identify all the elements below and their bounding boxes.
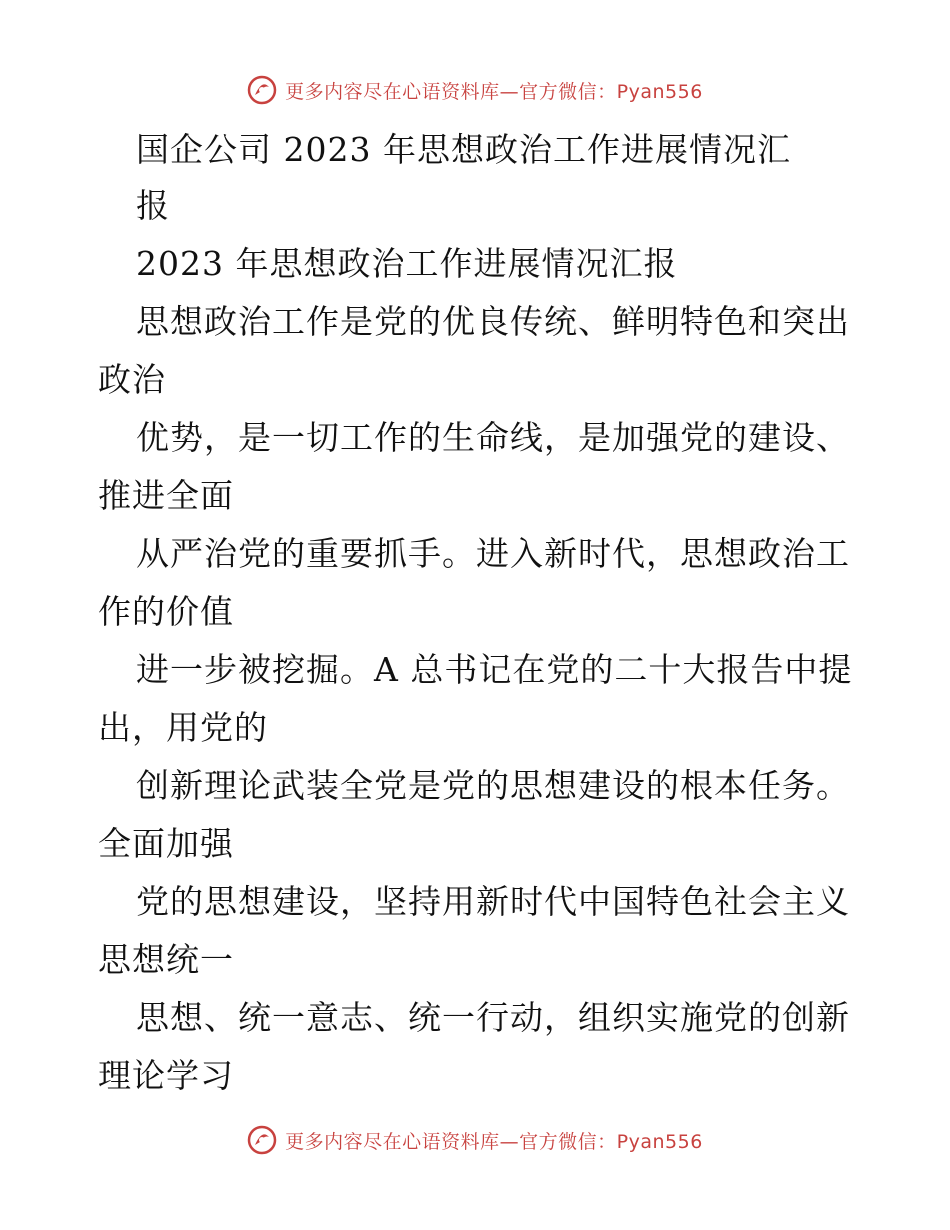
text-line: 推进全面 [98,476,234,515]
text-line: 进一步被挖掘。A 总书记在党的二十大报告中提 [136,650,853,689]
text-line: 政治 [98,360,166,399]
text-line: 党的思想建设，坚持用新时代中国特色社会主义 [136,882,850,921]
text-line: 理论学习 [98,1056,234,1095]
subtitle-line: 2023 年思想政治工作进展情况汇报 [136,244,678,283]
text-line: 作的价值 [98,592,234,631]
document-body [0,120,950,1110]
text-line: 从严治党的重要抓手。进入新时代，思想政治工 [136,534,850,573]
text-line: 出，用党的 [98,708,268,747]
title-line-2: 报 [136,186,170,225]
header-watermark-banner [0,70,950,110]
title-line-1: 国企公司 2023 年思想政治工作进展情况汇 [136,130,791,169]
text-line: 优势，是一切工作的生命线，是加强党的建设、 [136,418,850,457]
footer-watermark-banner [0,1120,950,1160]
banner-text: 更多内容尽在心语资料库—官方微信：Pyan556 [285,1130,703,1153]
text-line: 思想政治工作是党的优良传统、鲜明特色和突出 [136,302,850,341]
swirl-logo-icon [247,75,277,105]
text-line: 思想、统一意志、统一行动，组织实施党的创新 [136,998,850,1037]
text-line: 思想统一 [98,940,234,979]
banner-text: 更多内容尽在心语资料库—官方微信：Pyan556 [285,80,703,103]
text-line: 全面加强 [98,824,234,863]
text-line: 创新理论武装全党是党的思想建设的根本任务。 [136,766,850,805]
swirl-logo-icon [247,1125,277,1155]
